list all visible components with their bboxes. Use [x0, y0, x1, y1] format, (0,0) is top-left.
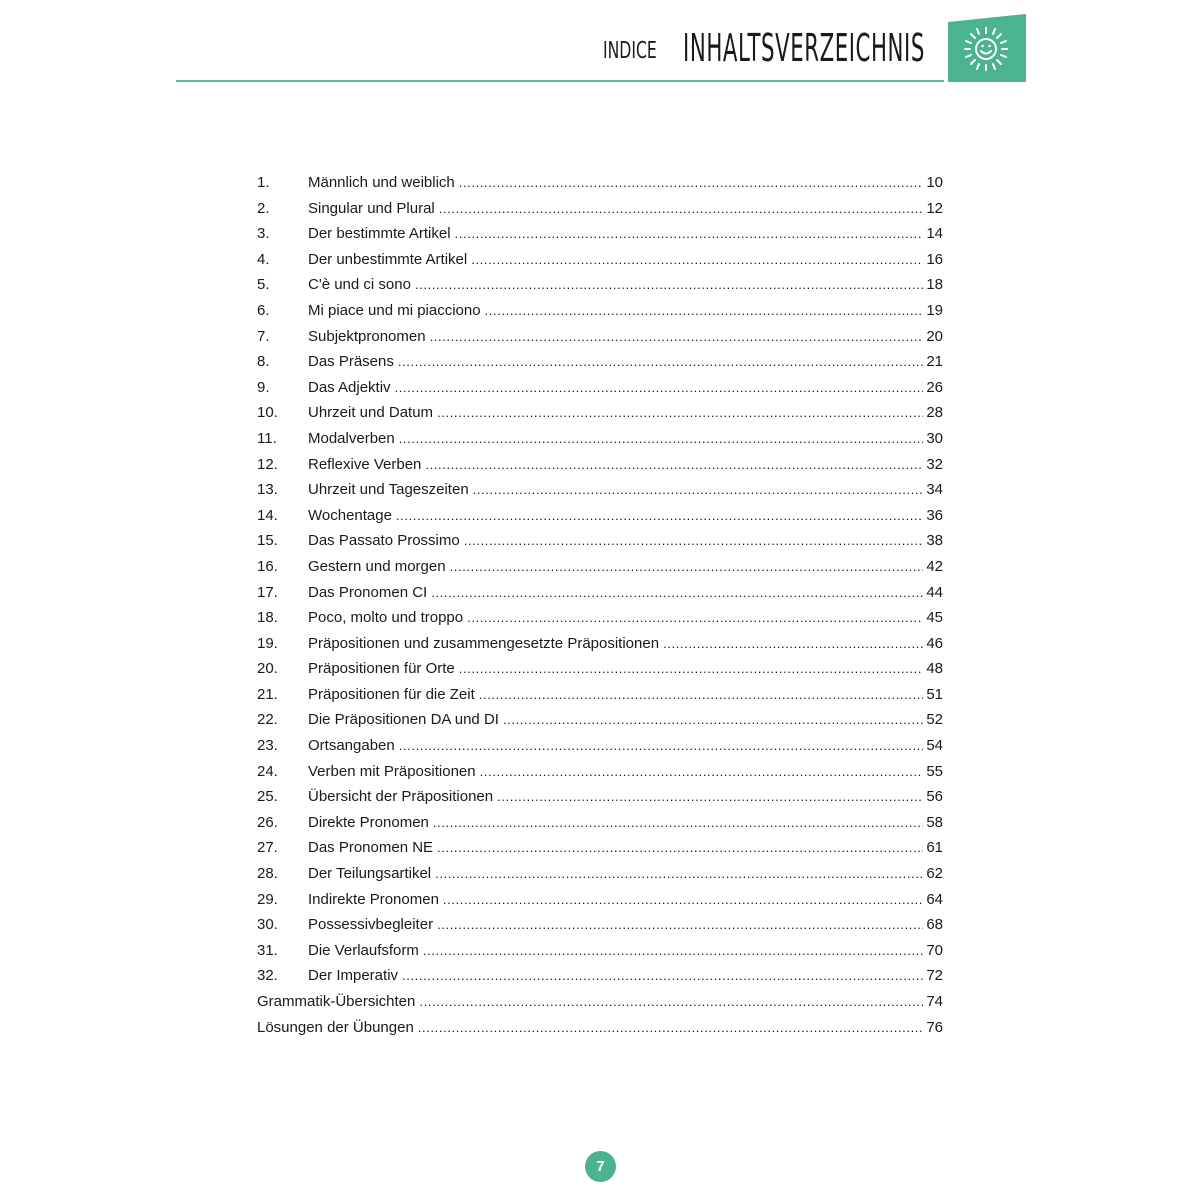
- toc-entry-number: 19.: [257, 634, 278, 652]
- toc-entry-title: Das Passato Prossimo: [308, 532, 460, 550]
- toc-entry-page: 30: [926, 429, 943, 447]
- toc-entry-title: Wochentage: [308, 506, 392, 524]
- toc-entry[interactable]: [257, 477, 943, 503]
- header-subtitle: INDICE: [603, 38, 657, 64]
- toc-entry-title: Die Verlaufsform: [308, 941, 419, 959]
- toc-entry[interactable]: [257, 938, 943, 964]
- toc-entry-page: 48: [926, 660, 943, 678]
- toc-entry-number: 23.: [257, 737, 278, 755]
- smiling-sun-icon: [948, 14, 1026, 82]
- toc-entry-number: 24.: [257, 762, 278, 780]
- page-number-badge: 7: [585, 1151, 616, 1182]
- toc-entry-number: 31.: [257, 941, 278, 959]
- toc-entry-page: 46: [926, 634, 943, 652]
- toc-entry-number: 6.: [257, 301, 270, 319]
- toc-entry[interactable]: [257, 170, 943, 196]
- toc-entry-page: 34: [926, 481, 943, 499]
- toc-entry-number: 11.: [257, 429, 277, 447]
- toc-entry-number: 29.: [257, 890, 278, 908]
- toc-entry-number: 22.: [257, 711, 278, 729]
- toc-entry-page: 14: [926, 225, 943, 243]
- toc-entry-number: 15.: [257, 532, 278, 550]
- toc-dot-leader: [433, 810, 923, 836]
- toc-entry-title: Possessivbegleiter: [308, 916, 434, 934]
- toc-entry[interactable]: [257, 682, 943, 708]
- header-divider: [176, 80, 944, 82]
- toc-entry-page: 42: [926, 557, 943, 575]
- toc-dot-leader: [423, 938, 923, 964]
- toc-entry-page: 68: [926, 916, 943, 934]
- toc-entry-title: Ortsangaben: [308, 737, 395, 755]
- toc-entry-title: Der unbestimmte Artikel: [308, 250, 468, 268]
- toc-entry-page: 58: [926, 813, 943, 831]
- toc-dot-leader: [663, 631, 923, 657]
- toc-entry-page: 62: [926, 865, 943, 883]
- toc-entry-title: Direkte Pronomen: [308, 813, 429, 831]
- toc-entry-number: 9.: [257, 378, 270, 396]
- toc-entry-page: 74: [926, 993, 943, 1010]
- toc-entry-page: 45: [926, 609, 943, 627]
- toc-dot-leader: [415, 272, 923, 298]
- toc-entry-number: 2.: [257, 199, 270, 217]
- toc-entry-title: Lösungen der Übungen: [257, 1018, 414, 1036]
- toc-entry-number: 32.: [257, 967, 278, 985]
- toc-entry-number: 12.: [257, 455, 278, 473]
- toc-dot-leader: [396, 503, 923, 529]
- toc-entry-page: 32: [926, 455, 943, 473]
- toc-entry-page: 21: [926, 353, 943, 371]
- header-badge: [948, 14, 1026, 82]
- toc-entry-page: 76: [926, 1018, 943, 1036]
- toc-entry-number: 27.: [257, 839, 278, 857]
- toc-entry-number: 4.: [257, 250, 270, 268]
- toc-dot-leader: [398, 349, 923, 375]
- toc-entry-title: Das Pronomen NE: [308, 839, 434, 857]
- toc-entry[interactable]: [257, 707, 943, 733]
- toc-entry-number: 28.: [257, 865, 278, 883]
- toc-entry-page: 72: [926, 967, 943, 985]
- toc-entry-title: Indirekte Pronomen: [308, 890, 439, 908]
- toc-entry-page: 55: [926, 762, 943, 780]
- toc-entry-page: 51: [926, 685, 943, 703]
- toc-entry-number: 3.: [257, 225, 270, 243]
- toc-entry-number: 18.: [257, 609, 278, 627]
- toc-entry-page: 61: [926, 839, 943, 857]
- page-title: INHALTSVERZEICHNIS: [683, 26, 925, 70]
- toc-entry-title: Präpositionen für Orte: [308, 660, 455, 678]
- toc-dot-leader: [418, 1015, 924, 1041]
- toc-entry[interactable]: [257, 196, 943, 222]
- toc-dot-leader: [419, 989, 923, 1015]
- toc-entry-title: Der bestimmte Artikel: [308, 225, 451, 243]
- toc-dot-leader: [473, 477, 924, 503]
- toc-entry-number: 20.: [257, 660, 278, 678]
- toc-dot-leader: [450, 554, 924, 580]
- toc-entry[interactable]: [257, 810, 943, 836]
- toc-entry-title: Das Präsens: [308, 353, 394, 371]
- toc-entry-page: 20: [926, 327, 943, 345]
- toc-entry[interactable]: [257, 528, 943, 554]
- toc-entry[interactable]: [257, 426, 943, 452]
- toc-entry[interactable]: [257, 835, 943, 861]
- toc-entry-title: Poco, molto und troppo: [308, 609, 464, 627]
- toc-dot-leader: [479, 682, 924, 708]
- toc-entry[interactable]: [257, 631, 943, 657]
- toc-appendix-entry[interactable]: [257, 989, 943, 1015]
- toc-entry-title: Modalverben: [308, 429, 395, 447]
- toc-entry[interactable]: [257, 861, 943, 887]
- toc-entry-page: 54: [926, 737, 943, 755]
- toc-entry-page: 12: [926, 199, 943, 217]
- toc-dot-leader: [485, 298, 924, 324]
- toc-dot-leader: [435, 861, 923, 887]
- toc-entry-title: Übersicht der Präpositionen: [308, 788, 494, 806]
- toc-entry[interactable]: [257, 605, 943, 631]
- toc-entry[interactable]: [257, 375, 943, 401]
- toc-dot-leader: [399, 733, 924, 759]
- toc-entry-page: 38: [926, 532, 943, 550]
- toc-entry-page: 19: [926, 301, 943, 319]
- toc-dot-leader: [425, 452, 923, 478]
- toc-entry-page: 28: [926, 404, 943, 422]
- toc-dot-leader: [437, 835, 923, 861]
- toc-entry-number: 8.: [257, 353, 270, 371]
- toc-entry[interactable]: [257, 963, 943, 989]
- toc-entry-title: Das Adjektiv: [308, 378, 391, 396]
- toc-entry-title: Grammatik-Übersichten: [257, 993, 416, 1010]
- toc-entry[interactable]: [257, 247, 943, 273]
- toc-entry-number: 7.: [257, 327, 270, 345]
- toc-entry-number: 10.: [257, 404, 278, 422]
- toc-entry-number: 26.: [257, 813, 278, 831]
- toc-dot-leader: [430, 324, 924, 350]
- toc-entry-page: 52: [926, 711, 943, 729]
- toc-entry-page: 44: [926, 583, 943, 601]
- toc-entry-page: 64: [926, 890, 943, 908]
- toc-entry-page: 16: [926, 250, 943, 268]
- toc-dot-leader: [503, 707, 923, 733]
- toc-entry[interactable]: [257, 554, 943, 580]
- toc-entry[interactable]: [257, 503, 943, 529]
- toc-appendix-entry[interactable]: [257, 1015, 943, 1041]
- toc-entry-page: 18: [926, 276, 943, 294]
- toc-entry[interactable]: [257, 912, 943, 938]
- toc-entry-title: Uhrzeit und Datum: [308, 404, 434, 422]
- toc-entry-title: Subjektpronomen: [308, 327, 426, 345]
- toc-dot-leader: [459, 656, 924, 682]
- toc-entry-number: 5.: [257, 276, 270, 294]
- toc-dot-leader: [467, 605, 923, 631]
- toc-entry-title: C'è und ci sono: [308, 276, 411, 294]
- toc-dot-leader: [464, 528, 924, 554]
- toc-entry-number: 17.: [257, 583, 278, 601]
- toc-entry-title: Gestern und morgen: [308, 557, 446, 575]
- toc-dot-leader: [437, 912, 923, 938]
- toc-entry[interactable]: [257, 759, 943, 785]
- toc-entry-number: 14.: [257, 506, 278, 524]
- toc-entry[interactable]: [257, 324, 943, 350]
- toc-dot-leader: [431, 580, 923, 606]
- toc-entry-number: 16.: [257, 557, 278, 575]
- toc-entry-number: 13.: [257, 481, 278, 499]
- toc-dot-leader: [437, 400, 923, 426]
- toc-entry[interactable]: [257, 452, 943, 478]
- toc-entry[interactable]: [257, 349, 943, 375]
- toc-entry-number: 25.: [257, 788, 278, 806]
- toc-dot-leader: [455, 221, 924, 247]
- toc-entry[interactable]: [257, 656, 943, 682]
- toc-dot-leader: [402, 963, 923, 989]
- toc-dot-leader: [480, 759, 924, 785]
- toc-entry[interactable]: [257, 733, 943, 759]
- toc-dot-leader: [497, 784, 923, 810]
- toc-entry-title: Die Präpositionen DA und DI: [308, 711, 499, 729]
- toc-entry-title: Verben mit Präpositionen: [308, 762, 476, 780]
- toc-dot-leader: [443, 887, 923, 913]
- toc-entry[interactable]: [257, 887, 943, 913]
- toc-entry[interactable]: [257, 580, 943, 606]
- toc-entry[interactable]: [257, 784, 943, 810]
- toc-entry[interactable]: [257, 272, 943, 298]
- toc-entry-title: Uhrzeit und Tageszeiten: [308, 481, 469, 499]
- toc-entry[interactable]: [257, 298, 943, 324]
- toc-entry-page: 56: [926, 788, 943, 806]
- toc-entry-page: 26: [926, 378, 943, 396]
- toc-dot-leader: [399, 426, 924, 452]
- toc-entry-title: Präpositionen für die Zeit: [308, 685, 475, 703]
- toc-entry-page: 36: [926, 506, 943, 524]
- toc-entry-page: 10: [926, 174, 943, 191]
- toc-entry-title: Mi piace und mi piacciono: [308, 301, 481, 319]
- toc-entry-title: Singular und Plural: [308, 199, 435, 217]
- toc-dot-leader: [395, 375, 924, 401]
- toc-entry-number: 21.: [257, 685, 278, 703]
- toc-entry-number: 1.: [257, 174, 270, 191]
- toc-dot-leader: [471, 247, 923, 273]
- toc-entry-title: Der Teilungsartikel: [308, 865, 432, 883]
- toc-entry-number: 30.: [257, 916, 278, 934]
- toc-entry-title: Männlich und weiblich: [308, 174, 455, 191]
- toc-entry-page: 70: [926, 941, 943, 959]
- toc-entry[interactable]: [257, 400, 943, 426]
- toc-dot-leader: [439, 196, 924, 222]
- toc-entry-title: Reflexive Verben: [308, 455, 422, 473]
- table-of-contents: [257, 170, 943, 1040]
- toc-entry[interactable]: [257, 221, 943, 247]
- toc-entry-title: Präpositionen und zusammengesetzte Präpositionen: [308, 634, 660, 652]
- toc-entry-title: Der Imperativ: [308, 967, 399, 985]
- toc-entry-title: Das Pronomen CI: [308, 583, 428, 601]
- toc-dot-leader: [459, 170, 924, 196]
